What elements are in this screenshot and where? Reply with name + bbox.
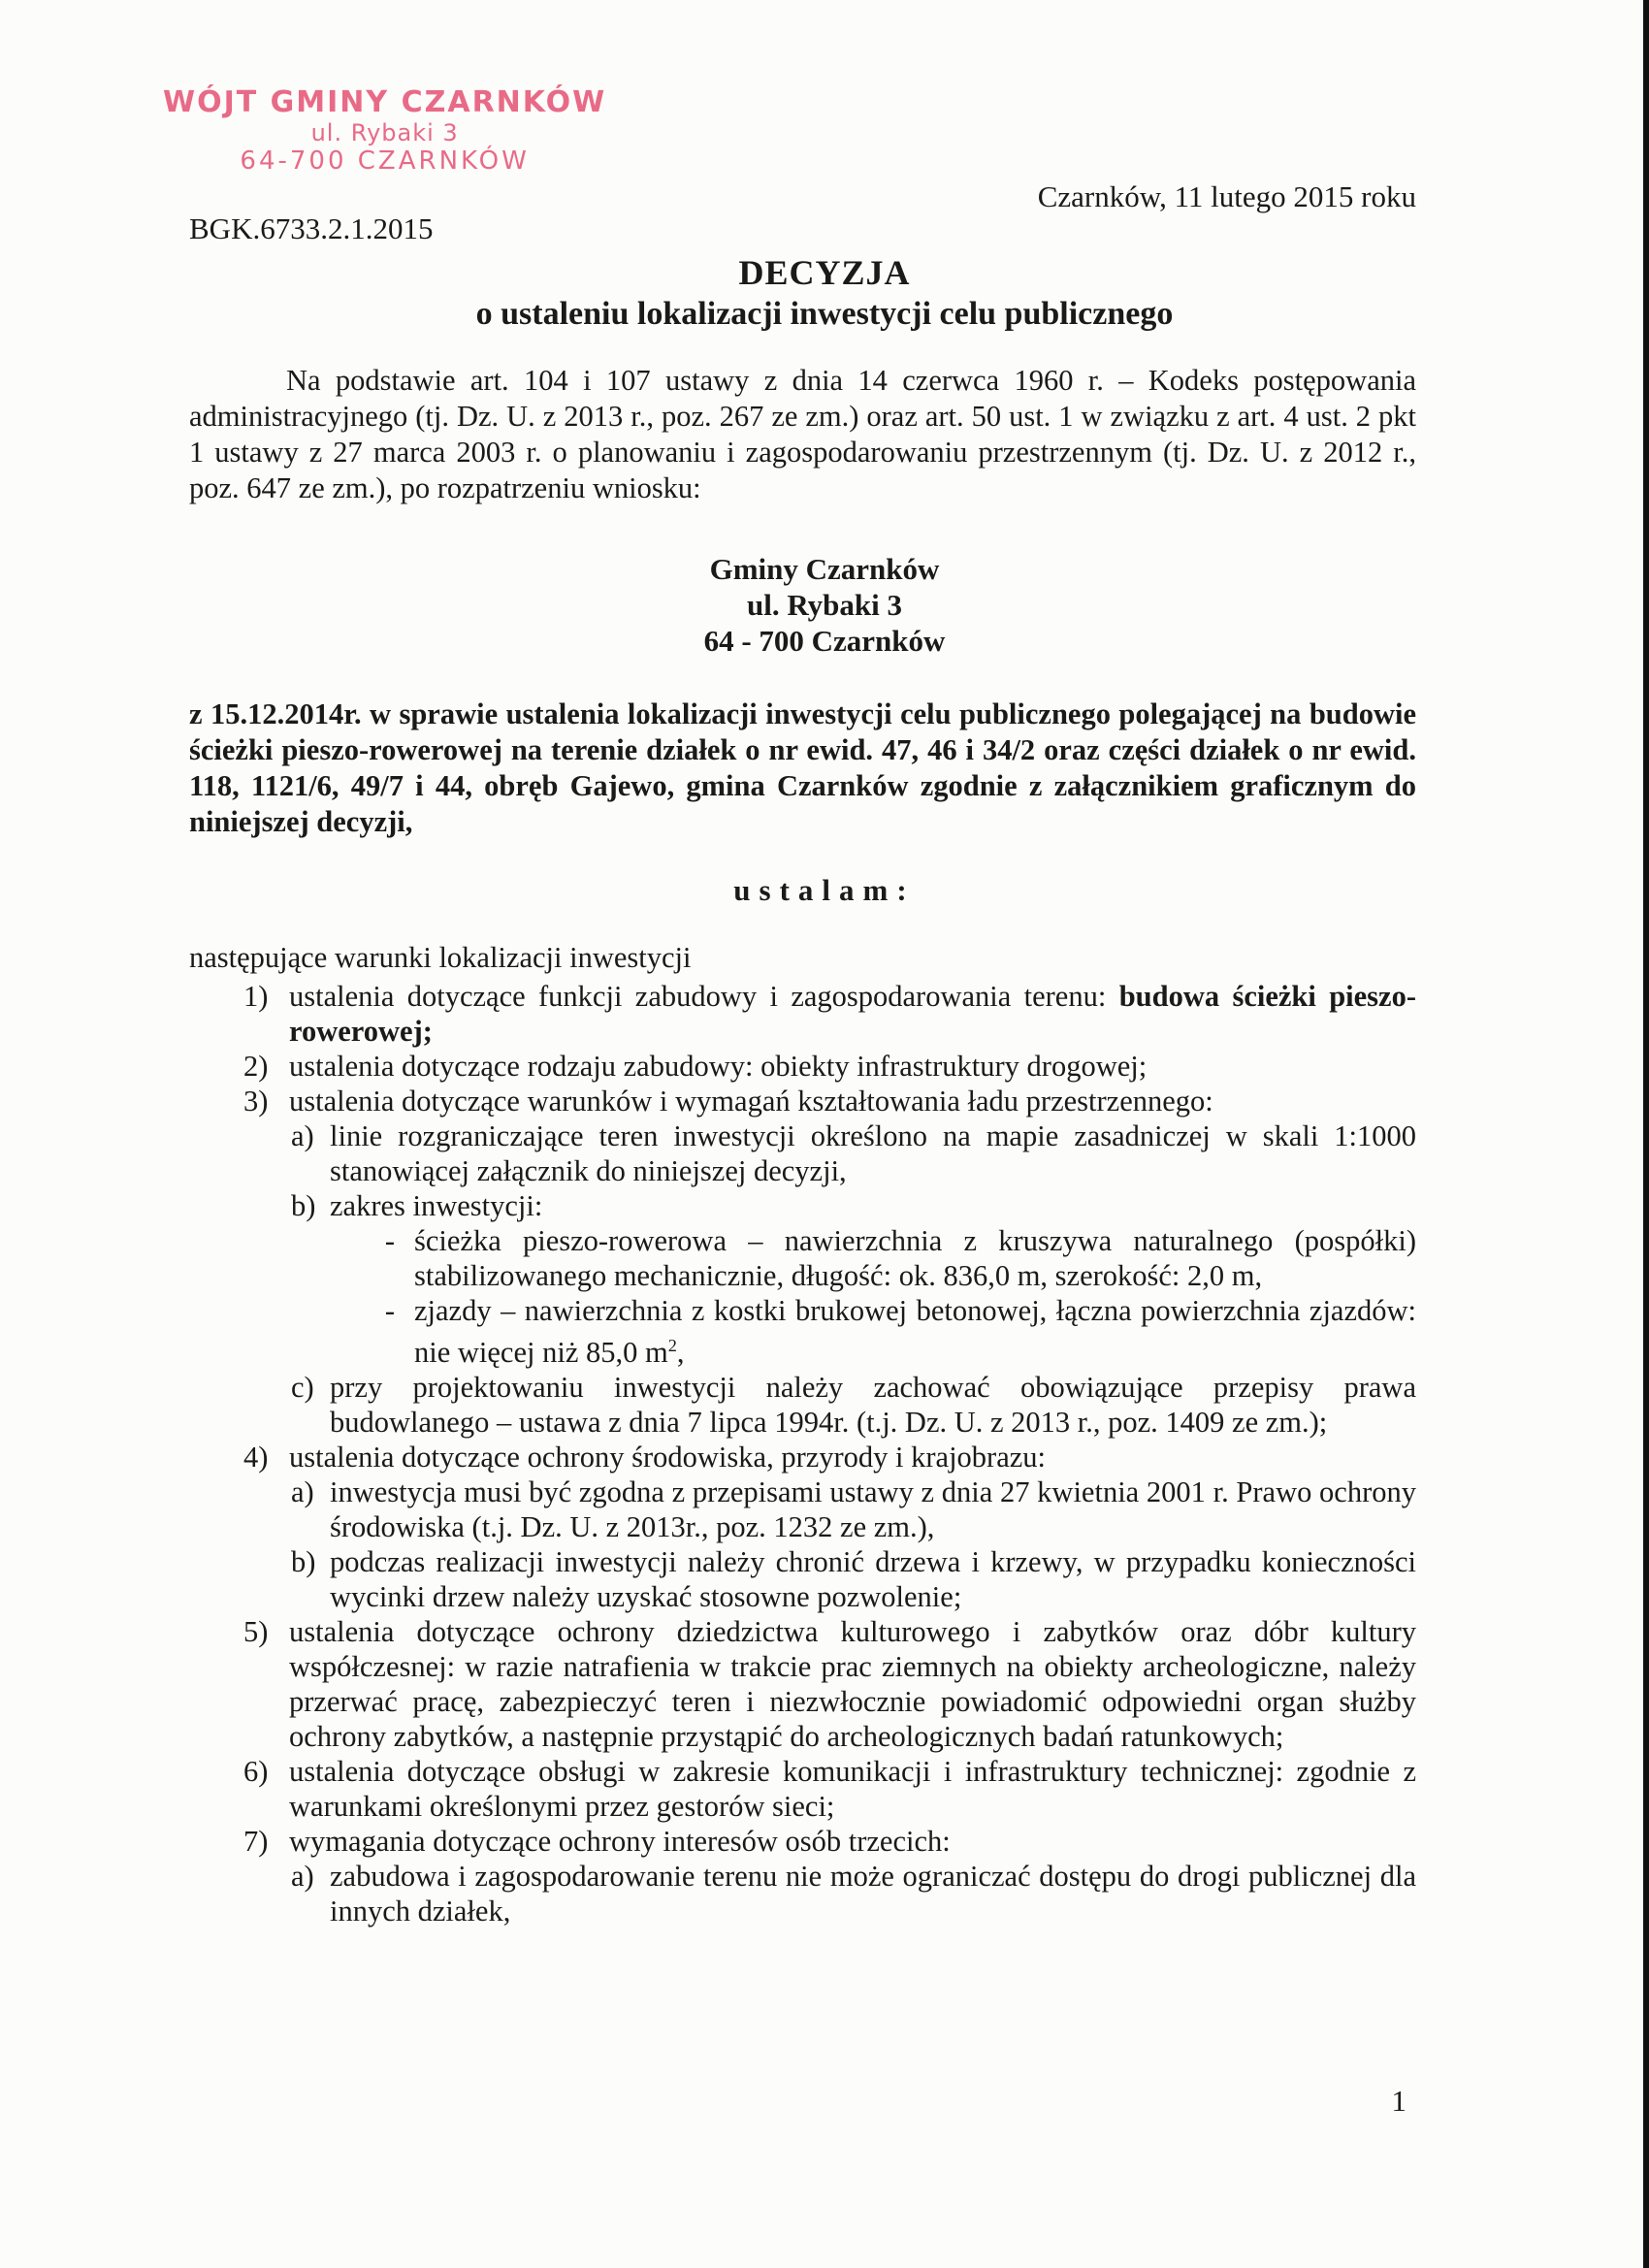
applicant-postal: 64 - 700 Czarnków — [703, 624, 946, 658]
dash-mark: - — [384, 1224, 396, 1257]
list-item — [189, 1614, 1416, 1754]
conditions-intro: następujące warunki lokalizacji inwestycji — [189, 941, 692, 974]
document-title: DECYZJA — [738, 253, 911, 292]
sub-item — [276, 1188, 1416, 1223]
sub-item — [276, 1859, 1416, 1928]
item-number: 6) — [243, 1755, 269, 1789]
ustalam-heading: ustalam: — [733, 873, 916, 907]
sub-text: zakres inwestycji: — [330, 1189, 543, 1222]
legal-basis-paragraph: Na podstawie art. 104 i 107 ustawy z dnia 14 czerwca 1960 r. – Kodeks postępowania administracyjnego (tj. Dz. U. z 2013 r., poz. 267 ze zm.) oraz art. 50 ust. 1 w związku z art. 4 ust. 2 pkt 1 ustawy z 27 marca 2003 r. o planowaniu i zagospodarowaniu przestrzennym (tj. Dz. U. z 2012 r., poz. 647 ze zm.), po rozpatrzeniu wniosku: — [189, 364, 1416, 504]
list-item — [189, 979, 1416, 1049]
list-item — [189, 1754, 1416, 1824]
sub-text: inwestycja musi być zgodna z przepisami ustawy z dnia 27 kwietnia 2001 r. Prawo ochrony środowiska (t.j. Dz. U. z 2013r., poz. 1232 ze zm.), — [330, 1475, 1416, 1544]
document-subtitle: o ustaleniu lokalizacji inwestycji celu publicznego — [475, 296, 1174, 332]
stamp-line-3: 64-700 CZARNKÓW — [240, 146, 530, 176]
page-number: 1 — [1391, 2084, 1406, 2118]
sub-letter: a) — [291, 1860, 314, 1894]
dash-text: zjazdy – nawierzchnia z kostki brukowej betonowej, łączna powierzchnia zjazdów: nie więcej niż 85,0 m — [414, 1294, 1416, 1370]
dash-item — [366, 1293, 1416, 1370]
sub-text: linie rozgraniczające teren inwestycji określono na mapie zasadniczej w skali 1:1000 stanowiącej załącznik do niniejszej decyzji, — [330, 1119, 1416, 1187]
item-number: 2) — [243, 1050, 269, 1083]
list-item — [189, 1084, 1416, 1118]
superscript: 2 — [667, 1336, 677, 1355]
list-item — [189, 1049, 1416, 1084]
scan-edge — [1643, 0, 1649, 2268]
item-text: ustalenia dotyczące ochrony środowiska, przyrody i krajobrazu: — [289, 1441, 1047, 1474]
sub-item — [276, 1118, 1416, 1188]
sub-letter: c) — [291, 1371, 314, 1405]
dash-text: ścieżka pieszo-rowerowa – nawierzchnia z kruszywa naturalnego (pospółki) stabilizowanego mechanicznie, długość: ok. 836,0 m, szerokość: 2,0 m, — [414, 1224, 1416, 1292]
list-item — [189, 1440, 1416, 1474]
item-number: 3) — [243, 1085, 269, 1118]
sub-item — [276, 1370, 1416, 1440]
item-text: ustalenia dotyczące funkcji zabudowy i zagospodarowania terenu: — [289, 980, 1119, 1013]
item-text: ustalenia dotyczące obsługi w zakresie komunikacji i infrastruktury technicznej: zgodnie z warunkami określonymi przez gestorów sieci; — [289, 1755, 1416, 1824]
stamp-line-2: ul. Rybaki 3 — [310, 119, 459, 146]
sub-text: przy projektowaniu inwestycji należy zachować obowiązujące przepisy prawa budowlanego – ustawa z dnia 7 lipca 1994r. (t.j. Dz. U. z 2013 r., poz. 1409 ze zm.); — [330, 1371, 1416, 1440]
reference-number: BGK.6733.2.1.2015 — [189, 211, 434, 245]
stamp-line-1: WÓJT GMINY CZARNKÓW — [163, 85, 607, 119]
dash-item — [366, 1223, 1416, 1293]
subject-paragraph: z 15.12.2014r. w sprawie ustalenia lokalizacji inwestycji celu publicznego polegającej na budowie ścieżki pieszo-rowerowej na terenie działek o nr ewid. 47, 46 i 34/2 oraz części działek o nr ewid. 118, 1121/6, 49/7 i 44, obręb Gajewo, gmina Czarnków zgodnie z załącznikiem graficznym do niniejszej decyzji, — [189, 697, 1416, 838]
dash-mark: - — [384, 1294, 396, 1327]
item-text: ustalenia dotyczące warunków i wymagań kształtowania ładu przestrzennego: — [289, 1085, 1213, 1118]
item-number: 7) — [243, 1825, 269, 1859]
city-date: Czarnków, 11 lutego 2015 roku — [1037, 179, 1416, 213]
sub-letter: b) — [291, 1545, 316, 1579]
item-number: 4) — [243, 1441, 269, 1474]
sub-letter: a) — [291, 1475, 314, 1509]
dash-tail: , — [676, 1336, 685, 1370]
item-bold-text: budowa ścieżki pieszo-rowerowej; — [289, 980, 1416, 1048]
applicant-name: Gminy Czarnków — [709, 552, 940, 586]
sub-letter: a) — [291, 1119, 314, 1152]
item-number: 1) — [243, 980, 269, 1013]
sub-text: podczas realizacji inwestycji należy chronić drzewa i krzewy, w przypadku konieczności wycinki drzew należy uzyskać stosowne pozwolenie; — [330, 1545, 1416, 1614]
sub-item — [276, 1544, 1416, 1614]
item-number: 5) — [243, 1615, 269, 1649]
list-item — [189, 1824, 1416, 1859]
sub-letter: b) — [291, 1189, 316, 1222]
sub-item — [276, 1474, 1416, 1544]
office-stamp — [163, 85, 606, 176]
item-text: wymagania dotyczące ochrony interesów osób trzecich: — [289, 1825, 951, 1859]
item-text: ustalenia dotyczące ochrony dziedzictwa kulturowego i zabytków oraz dóbr kultury współczesnej: w razie natrafienia w trakcie prac ziemnych na obiekty archeologiczne, należy przerwać pracę, zabezpieczyć teren i niezwłocznie powiadomić odpowiedni organ służby ochrony zabytków, a następnie przystąpić do archeologicznych badań ratunkowych; — [289, 1615, 1416, 1754]
conditions-list — [189, 979, 1416, 1928]
applicant-block — [0, 551, 1649, 659]
applicant-street: ul. Rybaki 3 — [747, 588, 902, 622]
sub-text: zabudowa i zagospodarowanie terenu nie może ograniczać dostępu do drogi publicznej dla innych działek, — [330, 1860, 1416, 1928]
item-text: ustalenia dotyczące rodzaju zabudowy: obiekty infrastruktury drogowej; — [289, 1050, 1148, 1083]
